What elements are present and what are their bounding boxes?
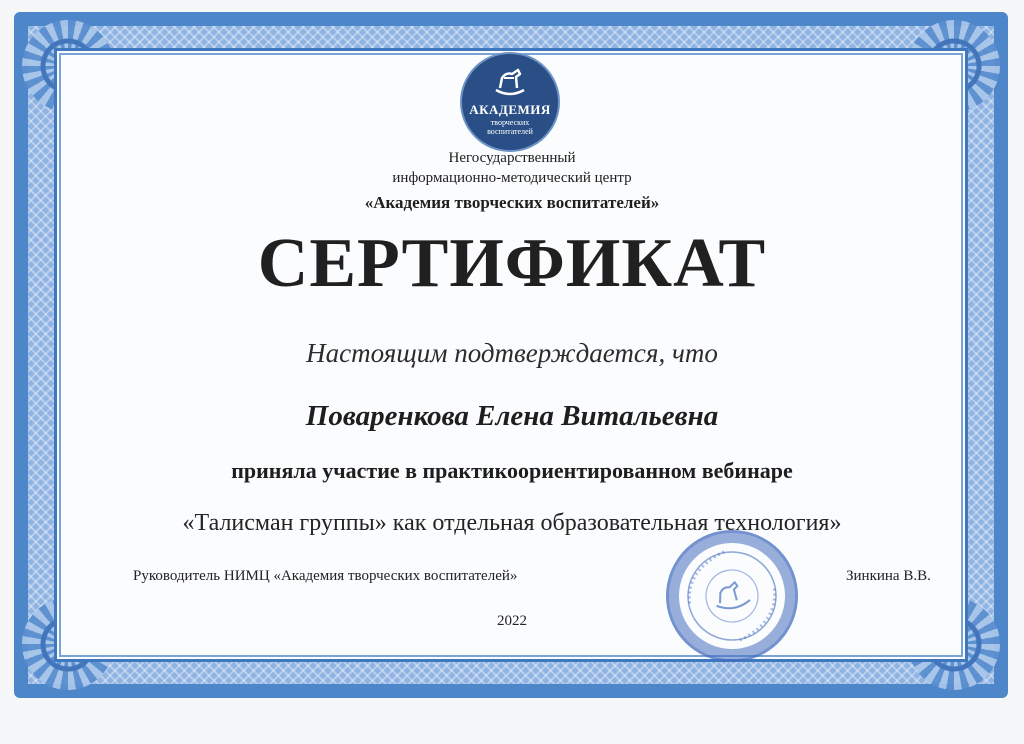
- participation-text: приняла участие в практикоориентированном вебинаре: [231, 458, 793, 483]
- rocking-horse-icon: [490, 64, 530, 100]
- logo-subtitle: творческих воспитателей: [487, 118, 533, 136]
- academy-logo: [462, 54, 558, 150]
- organization-description: информационно-методический центр: [392, 170, 632, 186]
- organization-name: «Академия творческих воспитателей»: [364, 193, 660, 212]
- logo-title: АКАДЕМИЯ: [469, 102, 551, 117]
- organization-type: Негосударственный: [448, 150, 576, 166]
- webinar-topic: «Талисман группы» как отдельная образовательная технология»: [182, 510, 842, 536]
- official-stamp-icon: [656, 520, 809, 673]
- issue-year: 2022: [497, 613, 527, 629]
- certificate-title: СЕРТИФИКАТ: [257, 225, 767, 302]
- confirmation-text: Настоящим подтверждается, что: [306, 338, 718, 368]
- recipient-name: Поваренкова Елена Витальевна: [305, 400, 719, 432]
- signatory-position: Руководитель НИМЦ «Академия творческих воспитателей»: [133, 568, 518, 584]
- signatory-name: Зинкина В.В.: [846, 568, 931, 584]
